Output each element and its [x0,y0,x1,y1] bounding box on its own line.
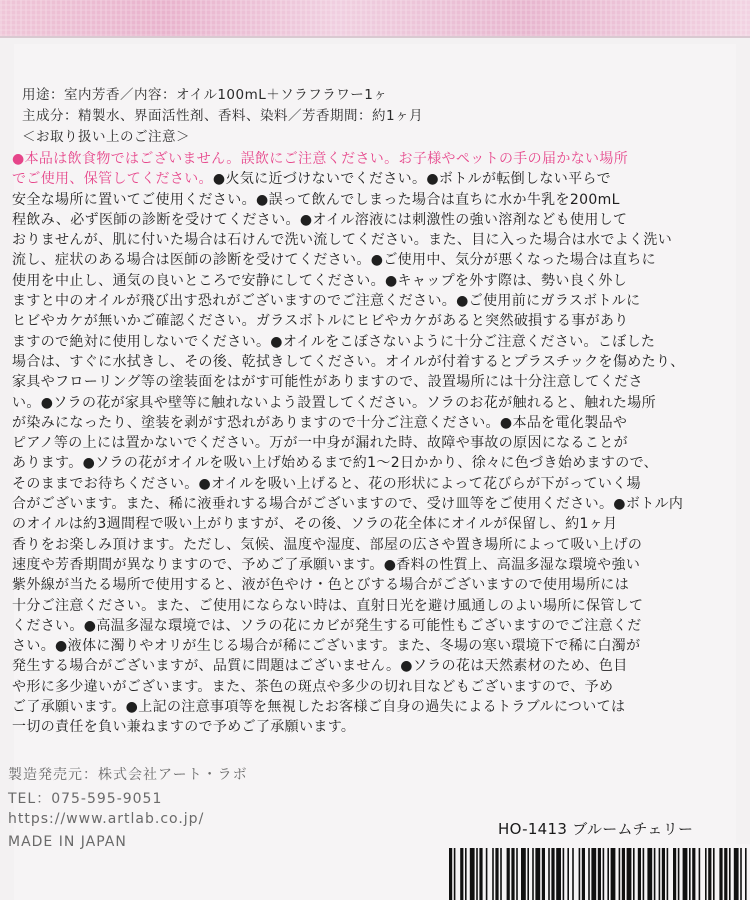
barcode-bar [454,848,456,900]
caution-line: 香りをお楽しみ頂けます。ただし、気候、温度や湿度、部屋の広さや置き場所によって吸い上げの [12,536,643,553]
barcode-bar [563,848,565,900]
caution-line: おりませんが、肌に付いた場合は石けんで洗い流してください。また、目に入った場合は水でよく洗い [12,232,673,249]
barcode-bar [465,848,467,900]
caution-line: 家具やフローリング等の塗装面をはがす可能性がありますので、設置場所には十分注意してくださ [12,374,643,391]
barcode-bar [745,848,747,900]
barcode-bar [692,848,695,900]
caution-line: そのままでお待ちください。●オイルを吸い上げると、花の形状によって花びらが下がっていく場 [12,475,641,492]
caution-line: い。●ソラの花が家具や壁等に触れないよう設置してください。ソラのお花が触れると、触れた場所 [12,394,656,411]
barcode-bar [638,848,641,900]
made-in-label: MADE IN JAPAN [8,834,127,850]
top-fabric-band [0,0,750,38]
barcode-bar [492,848,494,900]
barcode-bar [627,848,632,900]
manufacturer: 製造発売元：株式会社アート・ラボ [8,767,248,783]
barcode-bar [667,848,669,900]
usage-contents-line: 用途：室内芳香／内容：オイル100mL＋ソラフラワー1ヶ [22,87,388,103]
caution-text [12,149,736,738]
barcode-bar [683,848,688,900]
barcode-bar [611,848,616,900]
caution-line: ●本品は飲食物ではございません。誤飲にご注意ください。お子様やペットの手の届かない場所 [12,151,629,167]
caution-line: ください。●高温多湿な環境では、ソラの花にカビが発生する可能性もございますのでご注意くだ [12,617,642,634]
caution-heading: ＜お取り扱い上のご注意＞ [22,129,190,145]
barcode-bar [654,848,656,900]
caution-line: 速度や芳香期間が異なりますので、予めご了承願います。●香料の性質上、高温多湿な環境や強い [12,556,641,573]
barcode-bar [591,848,596,900]
barcode-bar [699,848,701,900]
caution-line: のオイルは約3週間程で吸い上がりますが、その後、ソラの花全体にオイルが保留し、約1ヶ月 [12,516,618,533]
caution-line: 発生する場合がございますが、品質に問題はございません。●ソラの花は天然素材のため、色目 [12,658,628,675]
barcode-bar [724,848,727,900]
barcode-bar [588,848,590,900]
barcode-bar [449,848,452,900]
barcode-bar [598,848,601,900]
barcode-bar [734,848,739,900]
barcode-bar [556,848,561,900]
barcode-bar [542,848,545,900]
barcode-bar [551,848,554,900]
caution-line: 一切の責任を負い兼ねますので予めご了承願います。 [12,719,356,736]
barcode-bar [678,848,680,900]
barcode-bar [607,848,609,900]
barcode-bar [662,848,665,900]
caution-line: 合がございます。また、稀に液垂れする場合がございますので、受け皿等をご使用ください。●ボトル内 [12,496,684,513]
product-code: HO-1413 ブルームチェリー [498,820,694,838]
caution-line: あります。●ソラの花がオイルを吸い上げ始めるまで約1〜2日かかり、徐々に色づき始めますので、 [12,455,659,472]
caution-line: ピアノ等の上には置かないでください。万が一中身が漏れた時、故障や事故の原因になることが [12,435,628,452]
barcode-bar [633,848,635,900]
website-url: https://www.artlab.co.jp/ [8,811,205,827]
barcode-bar [619,848,621,900]
caution-line: 流し、症状のある場合は医師の診断を受けてください。●ご使用中、気分が悪くなった場合は直ちに [12,252,656,269]
barcode-bar [500,848,502,900]
caution-line: ますので絶対に使用しないでください。●オイルをこぼさないように十分ご注意ください。こぼした [12,333,656,350]
barcode-bar [495,848,498,900]
barcode-bar [673,848,676,900]
barcode-bar [708,848,711,900]
barcode-bar [705,848,707,900]
caution-line: が染みになったり、塗装を剥がす恐れがありますので十分ご注意ください。●本品を電化製品や [12,414,628,431]
barcode-bar [486,848,488,900]
caution-line: ヒビやカケが無いかご確認ください。ガラスボトルにヒビやカケがあると突然破損する事があり [12,313,629,330]
barcode-bar [729,848,731,900]
caution-line: 安全な場所に置いてご使用ください。●誤って飲んでしまった場合は直ちに水か牛乳を200mL [12,191,620,208]
caution-line: 使用を中止し、通気の良いところで安静にしてください。●キャップを外す際は、勢い良く外し [12,272,628,289]
barcode-bar [470,848,475,900]
caution-line: 程飲み、必ず医師の診断を受けてください。●オイル溶液には刺激性の強い溶剤なども使用して [12,211,628,228]
caution-line [12,169,736,189]
barcode-bar [548,848,550,900]
caution-line: ご了承願います。●上記の注意事項等を無視したお客様ご自身の過失によるトラブルについては [12,699,626,716]
barcode-bar [579,848,581,900]
barcode-bar [622,848,625,900]
barcode-bar [567,848,569,900]
barcode-bar [582,848,585,900]
caution-line: 紫外線が当たる場所で使用すると、液が色やけ・色とびする場合がございますので使用場所には [12,577,630,594]
barcode [445,844,750,900]
caution-line: 十分ご注意ください。また、ご使用にならない時は、直射日光を避け風通しのよい場所に保管して [12,597,644,614]
barcode-bar [516,848,518,900]
barcode-bar [719,848,722,900]
barcode-bar [507,848,510,900]
barcode-bar [603,848,605,900]
barcode-bar [476,848,478,900]
barcode-bar [460,848,463,900]
barcode-bar [740,848,742,900]
barcode-bar [689,848,691,900]
telephone: TEL：075-595-9051 [8,791,163,807]
barcode-bar [479,848,482,900]
barcode-bar [713,848,715,900]
barcode-bar [532,848,534,900]
caution-text-segment: ●火気に近づけないでください。●ボトルが転倒しない平らで [212,171,611,188]
barcode-bar [647,848,652,900]
barcode-bar [572,848,574,900]
ingredients-line: 主成分：精製水、界面活性剤、香料、染料／芳香期間：約1ヶ月 [22,108,424,124]
caution-line: さい。●液体に濁りやオリが生じる場合が稀にございます。また、冬場の寒い環境下で稀に白濁が [12,638,641,655]
caution-line: や形に多少違いがございます。また、茶色の斑点や多少の切れ目などもございますので、予め [12,678,614,695]
caution-line: 場合は、すぐに水拭きし、その後、乾拭きしてください。オイルが付着するとプラスチックを傷めたり、 [12,353,685,370]
barcode-bar [527,848,529,900]
barcode-bar [521,848,526,900]
barcode-bar [659,848,661,900]
barcode-bar [511,848,514,900]
caution-pink-text: でご使用、保管してください。 [12,171,213,188]
caution-line: ますと中のオイルが飛び出す恐れがございますのでご注意ください。●ご使用前にガラスボトルに [12,293,641,310]
barcode-bar [535,848,540,900]
barcode-bar [643,848,645,900]
